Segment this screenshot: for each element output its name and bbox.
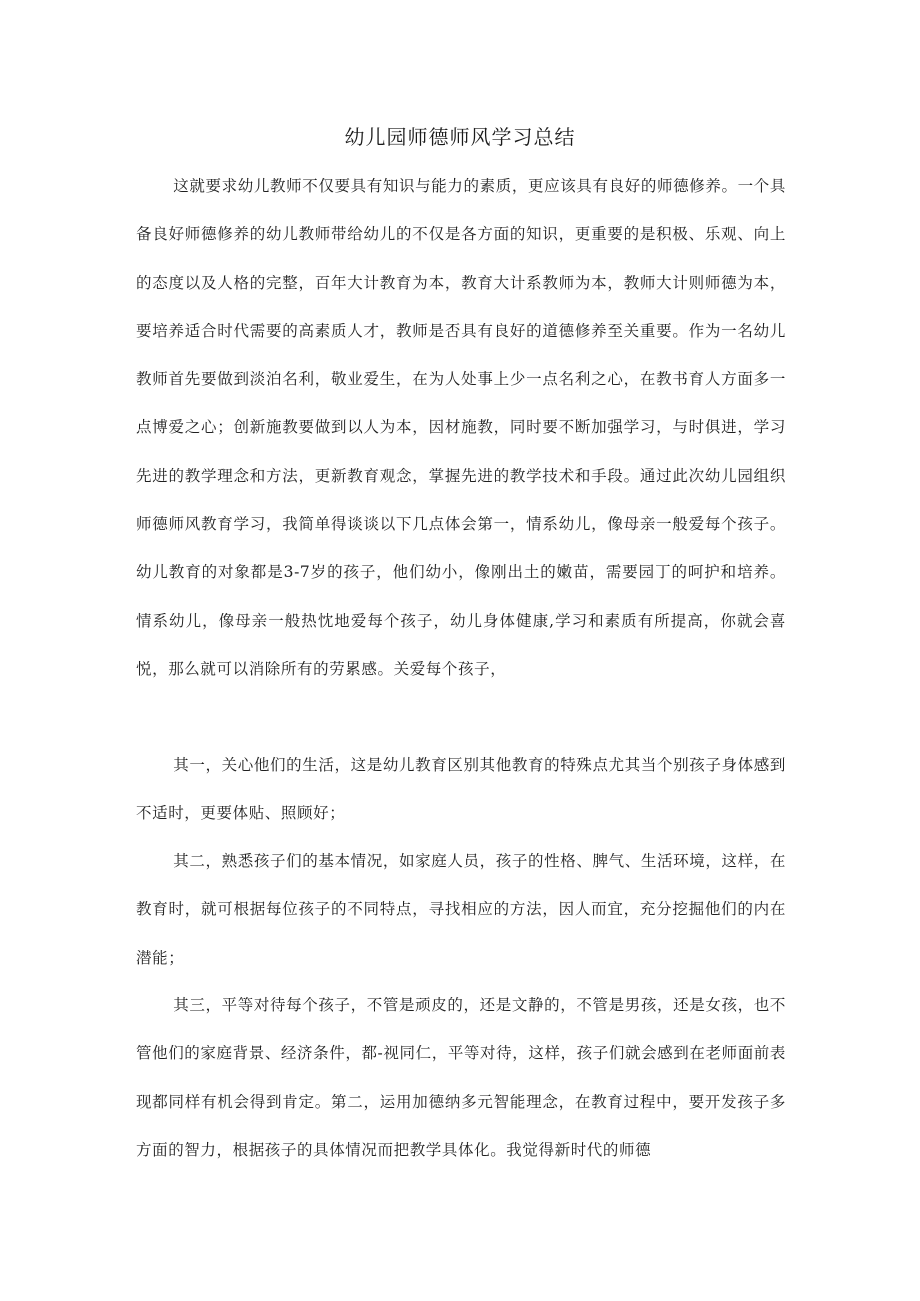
paragraph-intro <box>136 162 786 693</box>
paragraph-text: 这就要求幼儿教师不仅要具有知识与能力的素质，更应该具有良好的师德修养。一个具备良好师德修养的幼儿教师带给幼儿的不仅是各方面的知识，更重要的是积极、乐观、向上的态度以及人格的完整，百年大计教育为本，教育大计系教师为本，教师大计则师德为本，要培养适合时代需要的高素质人才，教师是否具有良好的道德修养至关重要。作为一名幼儿教师首先要做到淡泊名利，敬业爱生，在为人处事上少一点名利之心，在教书育人方面多一点博爱之心；创新施教要做到以人为本，因材施教，同时要不断加强学习，与时俱进，学习先进的教学理念和方法，更新教育观念，掌握先进的教学技术和手段。通过此次幼儿园组织师德师风教育学习，我简单得谈谈以下几点体会第一，情系幼儿，像母亲一般爱每个孩子。幼儿教育的对象都是3-7岁的孩子，他们幼小，像刚出土的嫩苗，需要园丁的呵护和培养。情系幼儿，像母亲一般热忱地爱每个孩子，幼儿身体健康,学习和素质有所提高，你就会喜悦，那么就可以消除所有的劳累感。关爱每个孩子， <box>136 177 786 678</box>
paragraph-point-three <box>136 981 786 1174</box>
paragraph-point-one <box>136 741 786 838</box>
paragraph-text: 其一，关心他们的生活，这是幼儿教育区别其他教育的特殊点尤其当个别孩子身体感到不适时，更要体贴、照顾好； <box>136 756 786 823</box>
paragraph-text: 其二，熟悉孩子们的基本情况，如家庭人员，孩子的性格、脾气、生活环境，这样，在教育时，就可根据每位孩子的不同特点，寻找相应的方法，因人而宜，充分挖掘他们的内在潜能； <box>136 852 786 967</box>
paragraph-point-two <box>136 837 786 982</box>
page-title: 幼儿园师德师风学习总结 <box>344 125 576 149</box>
paragraph-text: 其三，平等对待每个孩子，不管是顽皮的，还是文静的，不管是男孩，还是女孩，也不管他们的家庭背景、经济条件，都-视同仁，平等对待，这样，孩子们就会感到在老师面前表现都同样有机会得到肯定。第二，运用加德纳多元智能理念，在教育过程中，要开发孩子多方面的智力，根据孩子的具体情况而把教学具体化。我觉得新时代的师德 <box>136 996 786 1159</box>
